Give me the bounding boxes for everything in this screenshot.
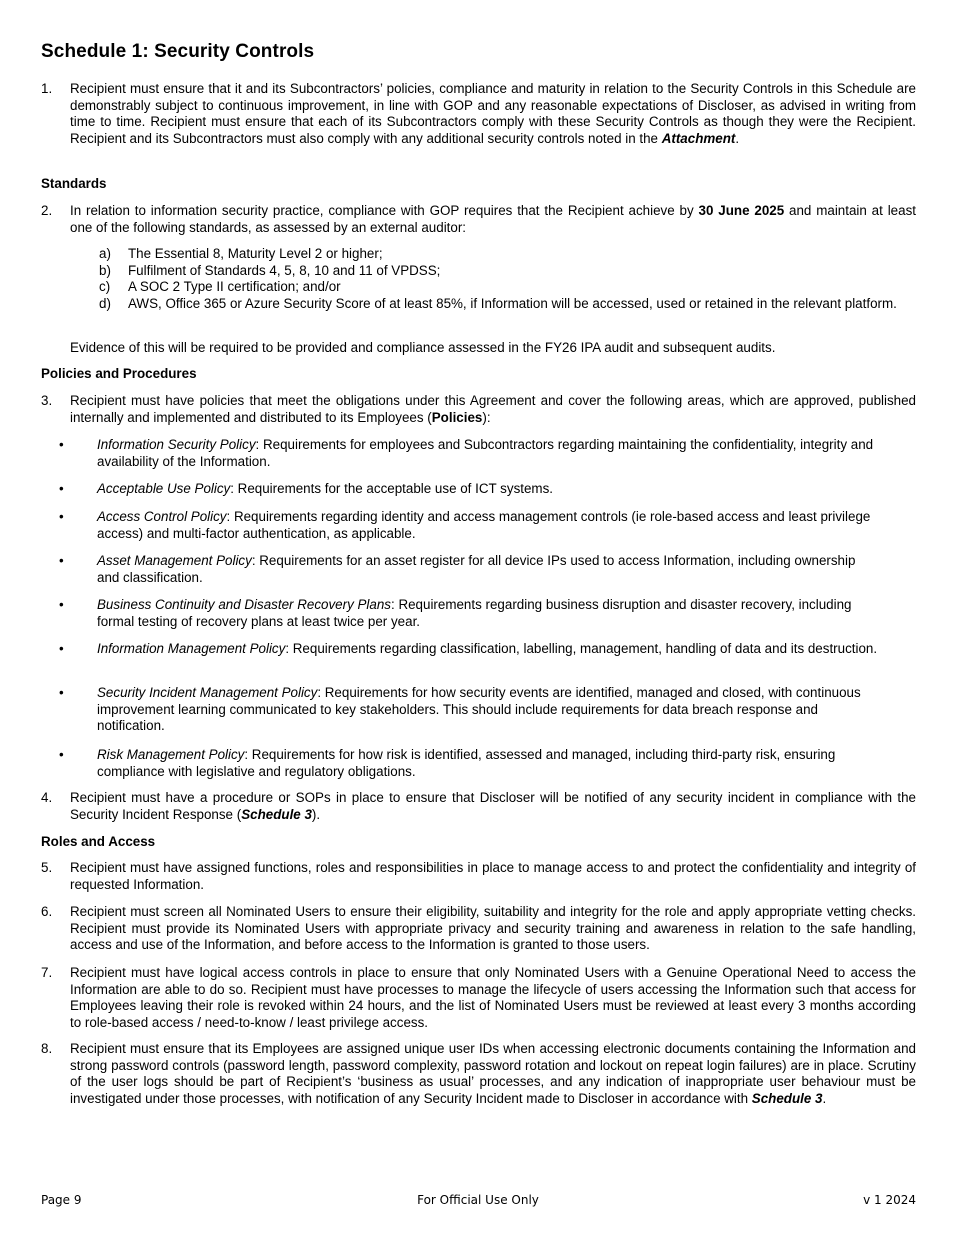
bullet-text [97,481,879,498]
list-item-text: The Essential 8, Maturity Level 2 or higher; [128,246,383,261]
policy-description: : Requirements for an asset register for all device IPs used to access Information, including ownership and classification. [97,553,856,585]
policy-description: : Requirements for how risk is identified, assessed and managed, including third-party risk, ensuring compliance with legislative and regulatory obligations. [97,747,836,779]
clause-text-part: . [735,130,740,146]
clause-number: 4. [41,790,53,805]
bullet-text [97,553,879,586]
bullet-text [97,747,879,780]
clause-text [70,790,916,823]
policy-description: : Requirements for the acceptable use of ICT systems. [230,481,553,496]
policy-description: : Requirements for employees and Subcontractors regarding maintaining the confidentiality, integrity and availability of the Information. [97,437,874,469]
clause-4 [41,790,916,823]
section-heading-policies: Policies and Procedures [41,366,197,381]
footer-page-number: Page 9 [41,1193,82,1207]
clause-3 [41,393,916,426]
clause-text-part: Recipient must have policies that meet the obligations under this Agreement and cover the following areas, which are approved, published internally and implemented and distributed to its Employees ( [70,393,916,425]
section-heading-roles: Roles and Access [41,834,156,849]
policy-bullet [59,747,879,780]
list-item-letter: b) [99,262,111,278]
footer-classification: For Official Use Only [417,1193,539,1207]
clause-text [70,1041,916,1107]
clause-text-part: ): [482,409,491,425]
section-heading-standards: Standards [41,176,107,191]
bullet-marker: • [59,553,64,568]
bullet-marker: • [59,481,64,496]
page-title: Schedule 1: Security Controls [41,41,315,62]
policy-name: Risk Management Policy [97,747,245,762]
policy-description: : Requirements regarding identity and access management controls (ie role-based access and least privilege access) and multi-factor authentication, as applicable. [97,509,871,541]
policy-description: : Requirements regarding classification, labelling, management, handling of data and its destruction. [285,641,878,656]
attachment-reference: Attachment [661,130,736,146]
list-item [99,296,916,313]
list-item-letter: c) [99,279,111,295]
clause-text: Recipient must have logical access controls in place to ensure that only Nominated Users with a Genuine Operational Need to access the Information are able to do so. Recipient must have processes to manage the lifecycle of users accessing the Information such that access for Employees leaving their role is revoked within 24 hours, and the list of Nominated Users must be reviewed at least every 3 months according to role-based access / need-to-know / least privilege access. [70,965,916,1030]
clause-text-part: ). [311,806,321,822]
clause-text: Recipient must have assigned functions, roles and responsibilities in place to manage access to and protect the confidentiality and integrity of requested Information. [70,860,916,892]
clause-text [70,203,916,236]
list-item [99,279,916,296]
bullet-marker: • [59,597,64,612]
list-item-text: AWS, Office 365 or Azure Security Score of at least 85%, if Information will be accessed, used or retained in the relevant platform. [128,295,897,311]
policy-bullet [59,553,879,586]
bullet-marker: • [59,437,64,452]
policy-name: Business Continuity and Disaster Recovery Plans [97,597,391,612]
list-item-text: Fulfilment of Standards 4, 5, 8, 10 and 11 of VPDSS; [128,262,441,278]
clause-7 [41,965,916,1031]
clause-text-part: In relation to information security practice, compliance with GOP requires that the Recipient achieve by [70,203,699,218]
clause-number: 7. [41,965,53,980]
clause-6 [41,904,916,954]
clause-number: 3. [41,393,53,408]
clause-1 [41,81,916,147]
bullet-marker: • [59,641,64,656]
policy-name: Information Management Policy [97,641,286,656]
clause-text [70,393,916,426]
policy-name: Security Incident Management Policy [97,685,318,700]
bullet-text [97,685,879,735]
clause-8 [41,1041,916,1107]
clause-number: 1. [41,81,53,96]
policy-bullet [59,597,879,630]
evidence-text: Evidence of this will be required to be provided and compliance assessed in the FY26 IPA audit and subsequent audits. [70,340,776,355]
clause-number: 2. [41,203,53,218]
clause-text [70,81,916,147]
policy-bullet [59,437,879,470]
clause-text: Recipient must screen all Nominated Users to ensure their eligibility, suitability and integrity for the role and apply appropriate vetting checks. Recipient must provide its Nominated Users with appropriate privacy and security training and awareness in relation to the safe handling, access and use of the Information, and before access to the Information is granted to those users. [70,904,916,953]
bullet-text [97,641,879,658]
policy-bullet [59,641,879,658]
policy-name: Information Security Policy [97,437,256,452]
clause-2 [41,203,916,236]
clause-text-part: Recipient must have a procedure or SOPs in place to ensure that Discloser will be notified of any security incident in compliance with the Security Incident Response ( [70,790,916,822]
clause-number: 6. [41,904,53,919]
policy-name: Access Control Policy [97,509,227,524]
bullet-marker: • [59,509,64,524]
policy-description: : Requirements for how security events are identified, managed and closed, with continuous improvement learning communicated to key stakeholders. This should include requirements for data breach response and notification. [97,685,861,734]
clause-text-part: Recipient must ensure that its Employees are assigned unique user IDs when accessing electronic documents containing the Information and strong password controls (password length, password complexity, password rotation and lockout on repeat login failures) are in place. Scrutiny of the user logs should be part of Recipient’s ‘business as usual’ processes, and any indication of inappropriate user behaviour must be investigated under those processes, with notification of any Security Incident made to Discloser in accordance with [70,1041,916,1106]
deadline-date: 30 June 2025 [698,203,785,218]
policy-description: : Requirements regarding business disruption and disaster recovery, including formal testing of recovery plans at least twice per year. [97,597,852,629]
schedule-reference: Schedule 3 [751,1090,823,1106]
clause-number: 8. [41,1041,53,1056]
list-item-text: A SOC 2 Type II certification; and/or [128,279,341,295]
policy-bullet [59,481,879,498]
list-item-letter: a) [99,246,111,261]
policy-bullet [59,509,879,542]
bullet-marker: • [59,747,64,762]
clause-number: 5. [41,860,53,875]
clause-text-part: and maintain at least one of the following standards, as assessed by an external auditor: [70,203,916,235]
bullet-text [97,597,879,630]
bullet-text [97,437,879,470]
list-item [99,246,916,263]
policy-name: Acceptable Use Policy [97,481,231,496]
standards-list [41,246,916,312]
schedule-reference: Schedule 3 [241,806,312,822]
list-item-letter: d) [99,295,111,311]
clause-text-part: . [822,1090,827,1106]
bullet-text [97,509,879,542]
list-item [99,263,916,280]
clause-text-part: Recipient must ensure that it and its Subcontractors’ policies, compliance and maturity in relation to the Security Controls in this Schedule are demonstrably subject to continuous improvement, in line with GOP and any reasonable expectations of Discloser, as advised in writing from time to time. Recipient must ensure that each of its Subcontractors comply with these Security Controls as though they were the Recipient. Recipient and its Subcontractors must also comply with any additional security controls noted in the [70,81,916,146]
policy-bullet [59,685,879,735]
footer-version: v 1 2024 [863,1193,916,1207]
evidence-note [41,340,916,357]
bullet-marker: • [59,685,64,700]
policy-name: Asset Management Policy [97,553,252,568]
clause-5 [41,860,916,893]
policies-term: Policies [431,409,483,425]
